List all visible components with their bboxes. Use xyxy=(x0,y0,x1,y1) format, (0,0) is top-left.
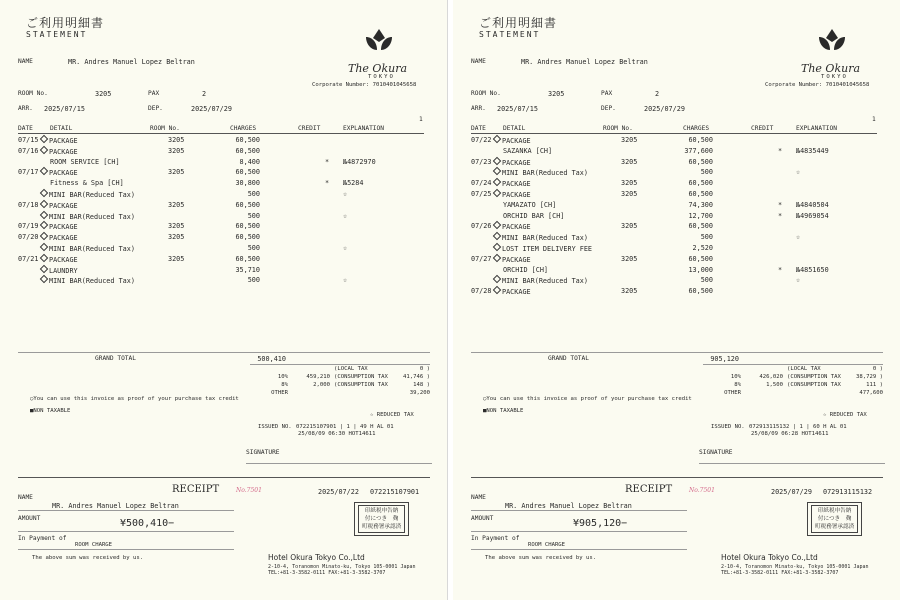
payment-line xyxy=(18,549,234,550)
diamond-icon xyxy=(40,264,48,272)
row-explanation: ☆ xyxy=(796,168,801,177)
row-detail xyxy=(40,266,78,275)
receipt-name-line xyxy=(18,510,234,511)
row-room: 3205 xyxy=(168,254,185,263)
row-credit: * xyxy=(778,200,783,209)
signature-line xyxy=(699,463,885,464)
row-detail-text: PACKAGE xyxy=(502,137,531,145)
title-en: STATEMENT xyxy=(26,30,88,39)
title-jp: ご利用明細書 xyxy=(26,16,105,30)
company-address: 2-10-4, Toranomon Minato-ku, Tokyo 105-0001 Japan xyxy=(721,564,869,570)
row-room: 3205 xyxy=(168,136,185,144)
dep-date: 2025/07/29 xyxy=(644,105,685,113)
brand-name: The Okura xyxy=(348,62,408,75)
title-jp: ご利用明細書 xyxy=(479,16,558,30)
diamond-icon xyxy=(493,275,501,283)
issued-line-2: 25/08/09 06:28 HOT14611 xyxy=(751,431,829,437)
row-charge: 60,500 xyxy=(688,287,713,296)
tax-rate: 8% xyxy=(281,382,288,388)
tax-rate: 8% xyxy=(734,382,741,388)
total-rule xyxy=(471,352,883,353)
row-detail xyxy=(493,222,531,231)
diamond-icon xyxy=(493,221,501,229)
grand-total-label: GRAND TOTAL xyxy=(95,355,136,362)
row-detail xyxy=(40,244,135,253)
company-tel: TEL:+81-3-3582-0111 FAX:+81-3-3582-3707 xyxy=(721,570,839,576)
tax-rate: 10% xyxy=(277,374,288,380)
company-name: Hotel Okura Tokyo Co.,Ltd xyxy=(268,553,365,562)
col-room: ROOM No. xyxy=(603,125,633,132)
stamp-line-3: 町税務署承認済 xyxy=(815,524,855,530)
row-charge: 60,500 xyxy=(235,136,260,144)
guest-name: MR. Andres Manuel Lopez Beltran xyxy=(521,58,648,66)
tax-base: 459,210 xyxy=(306,374,330,380)
signature-line xyxy=(246,463,432,464)
row-charge: 74,300 xyxy=(688,200,713,209)
tax-base: 1,500 xyxy=(766,382,783,388)
diamond-icon xyxy=(493,156,501,164)
tax-credit-note: ○You can use this invoice as proof of your purchase tax credit xyxy=(30,396,239,402)
row-detail-text: LOST ITEM DELIVERY FEE xyxy=(502,245,593,253)
row-detail xyxy=(503,201,556,209)
col-charges: CHARGES xyxy=(230,125,257,132)
row-room: 3205 xyxy=(168,200,185,209)
row-detail xyxy=(493,287,531,296)
row-detail xyxy=(493,168,588,177)
row-explanation: ☆ xyxy=(343,190,348,198)
row-detail xyxy=(503,212,564,220)
room-label: ROOM No. xyxy=(471,90,501,97)
payment-type: ROOM CHARGE xyxy=(75,542,113,548)
row-room: 3205 xyxy=(168,233,185,242)
row-charge: 13,000 xyxy=(688,265,713,274)
col-date: DATE xyxy=(18,125,33,132)
signature-label: SIGNATURE xyxy=(246,449,280,456)
diamond-icon xyxy=(493,178,501,186)
header-rule xyxy=(18,133,424,134)
row-charge: 60,500 xyxy=(235,146,260,155)
row-explanation: ☆ xyxy=(343,276,348,285)
title-en: STATEMENT xyxy=(479,30,541,39)
row-room: 3205 xyxy=(621,157,638,166)
diamond-icon xyxy=(493,189,501,197)
row-charge: 35,710 xyxy=(235,265,260,274)
row-detail xyxy=(40,168,78,177)
room-number: 3205 xyxy=(95,90,112,98)
diamond-icon xyxy=(40,210,48,218)
non-taxable-label: ■NON TAXABLE xyxy=(30,408,71,414)
room-label: ROOM No. xyxy=(18,90,48,97)
receipt-number: 072913115132 xyxy=(823,488,873,496)
room-number: 3205 xyxy=(548,90,565,98)
tax-base: 426,020 xyxy=(759,374,783,380)
handwritten-note: No.7501 xyxy=(236,487,262,494)
row-charge: 2,520 xyxy=(692,244,713,252)
payment-type: ROOM CHARGE xyxy=(528,542,566,548)
row-date: 07/17 xyxy=(18,168,39,177)
tax-label: (LOCAL TAX xyxy=(334,366,368,372)
row-detail-text: PACKAGE xyxy=(49,137,78,145)
row-detail xyxy=(50,158,120,166)
row-detail xyxy=(493,158,531,167)
reduced-tax-label: ☆ REDUCED TAX xyxy=(370,412,414,418)
row-detail-text: PACKAGE xyxy=(502,180,531,189)
col-credit: CREDIT xyxy=(751,125,774,132)
tax-amount: 41,746 ) xyxy=(403,374,430,380)
company-name: Hotel Okura Tokyo Co.,Ltd xyxy=(721,553,818,562)
amount-value: ¥905,120− xyxy=(573,518,628,529)
in-payment-label: In Payment of xyxy=(18,535,67,542)
total-rule xyxy=(18,352,430,353)
row-detail-text: MINI BAR(Reduced Tax) xyxy=(502,169,588,178)
col-detail: DETAIL xyxy=(503,125,526,132)
diamond-icon xyxy=(40,189,48,197)
row-charge: 60,500 xyxy=(688,136,713,144)
diamond-icon xyxy=(40,232,48,240)
amount-line xyxy=(471,531,687,532)
receipt-name-label: NAME xyxy=(471,494,486,501)
row-detail xyxy=(40,190,135,199)
in-payment-label: In Payment of xyxy=(471,535,520,542)
corporate-number: Corporate Number: 7010401045658 xyxy=(312,82,417,88)
pax-value: 2 xyxy=(655,90,660,98)
tax-credit-note: ○You can use this invoice as proof of your purchase tax credit xyxy=(483,396,692,402)
arr-date: 2025/07/15 xyxy=(44,105,85,113)
row-charge: 12,700 xyxy=(688,211,713,220)
diamond-icon xyxy=(40,243,48,251)
row-credit: * xyxy=(778,211,783,220)
row-detail-text: YAMAZATO [CH] xyxy=(503,200,557,209)
tax-label: (LOCAL TAX xyxy=(787,366,821,372)
handwritten-note: No.7501 xyxy=(689,487,715,494)
row-explanation: №4851650 xyxy=(796,265,829,274)
pax-label: PAX xyxy=(148,90,160,97)
tax-amount: 111 ) xyxy=(866,382,883,388)
row-detail xyxy=(493,190,531,199)
row-room: 3205 xyxy=(168,146,185,155)
row-charge: 500 xyxy=(247,244,260,252)
okura-logo-icon xyxy=(815,28,849,60)
diamond-icon xyxy=(40,254,48,262)
stamp-line-3: 町税務署承認済 xyxy=(362,524,402,530)
row-date: 07/21 xyxy=(18,254,39,263)
col-detail: DETAIL xyxy=(50,125,73,132)
row-detail-text: LAUNDRY xyxy=(49,266,78,275)
tax-rate: OTHER xyxy=(271,390,288,396)
row-detail-text: MINI BAR(Reduced Tax) xyxy=(502,277,588,286)
col-credit: CREDIT xyxy=(298,125,321,132)
row-date: 07/22 xyxy=(471,136,492,144)
row-explanation: ☆ xyxy=(796,276,801,285)
issued-line-1: 072215107901 | 1 | 49 H AL 01 xyxy=(296,424,394,430)
row-detail xyxy=(493,233,588,242)
row-explanation: ☆ xyxy=(796,233,801,242)
row-detail-text: PACKAGE xyxy=(49,255,78,264)
col-explanation: EXPLANATION xyxy=(796,125,837,132)
stamp-line-2: 付につき 麹 xyxy=(364,516,399,522)
tax-stamp xyxy=(354,502,409,536)
issued-label: ISSUED NO. xyxy=(258,424,292,430)
reduced-tax-label: ☆ REDUCED TAX xyxy=(823,412,867,418)
receipt-date: 2025/07/22 xyxy=(318,488,359,496)
stamp-line-1: 印紙税申告納 xyxy=(364,508,399,514)
grand-total-value: 500,410 xyxy=(257,355,286,363)
tax-amount: 39,200 xyxy=(409,390,430,396)
tax-stamp xyxy=(807,502,862,536)
receipt-title: RECEIPT xyxy=(625,484,673,495)
receipt-guest-name: MR. Andres Manuel Lopez Beltran xyxy=(505,502,632,510)
row-charge: 500 xyxy=(247,276,260,285)
row-charge: 60,500 xyxy=(688,157,713,166)
row-detail xyxy=(50,179,124,187)
receipt-name-label: NAME xyxy=(18,494,33,501)
col-explanation: EXPLANATION xyxy=(343,125,384,132)
arr-date: 2025/07/15 xyxy=(497,105,538,113)
row-charge: 500 xyxy=(700,168,713,177)
page-number: 1 xyxy=(872,116,876,123)
row-room: 3205 xyxy=(621,190,638,198)
receipt-date: 2025/07/29 xyxy=(771,488,812,496)
okura-logo-icon xyxy=(362,28,396,60)
company-tel: TEL:+81-3-3582-0111 FAX:+81-3-3582-3707 xyxy=(268,570,386,576)
row-credit: * xyxy=(325,179,330,188)
col-date: DATE xyxy=(471,125,486,132)
issued-line-2: 25/08/09 06:30 HOT14611 xyxy=(298,431,376,437)
name-label: NAME xyxy=(471,58,486,65)
receipt-number: 072215107901 xyxy=(370,488,420,496)
row-charge: 500 xyxy=(247,211,260,220)
arr-label: ARR. xyxy=(18,105,33,112)
row-charge: 60,500 xyxy=(688,190,713,198)
non-taxable-label: ■NON TAXABLE xyxy=(483,408,524,414)
grand-total-value: 905,120 xyxy=(710,355,739,363)
row-date: 07/27 xyxy=(471,254,492,263)
diamond-icon xyxy=(493,243,501,251)
row-detail-text: PACKAGE xyxy=(49,223,78,232)
received-note: The above sum was received by us. xyxy=(32,555,144,561)
row-detail-text: PACKAGE xyxy=(49,234,78,243)
row-detail-text: PACKAGE xyxy=(49,169,78,178)
row-room: 3205 xyxy=(621,287,638,296)
stamp-line-2: 付につき 麹 xyxy=(817,516,852,522)
row-charge: 30,800 xyxy=(235,179,260,188)
row-detail-text: MINI BAR(Reduced Tax) xyxy=(49,191,135,199)
row-room: 3205 xyxy=(621,254,638,263)
brand-sub: TOKYO xyxy=(368,74,395,80)
row-detail xyxy=(40,255,78,264)
row-detail xyxy=(40,276,135,285)
row-detail xyxy=(493,136,531,145)
dep-label: DEP. xyxy=(601,105,616,112)
tax-label: (CONSUMPTION TAX xyxy=(787,382,841,388)
row-detail-text: MINI BAR(Reduced Tax) xyxy=(502,234,588,243)
page-number: 1 xyxy=(419,116,423,123)
row-detail-text: PACKAGE xyxy=(502,191,531,199)
diamond-icon xyxy=(493,286,501,294)
col-room: ROOM No. xyxy=(150,125,180,132)
dep-date: 2025/07/29 xyxy=(191,105,232,113)
row-explanation: ☆ xyxy=(343,244,348,252)
row-charge: 60,500 xyxy=(688,254,713,263)
row-credit: * xyxy=(325,157,330,166)
row-charge: 60,500 xyxy=(235,254,260,263)
diamond-icon xyxy=(40,221,48,229)
row-charge: 60,500 xyxy=(688,179,713,188)
row-date: 07/16 xyxy=(18,146,39,155)
pax-label: PAX xyxy=(601,90,613,97)
row-room: 3205 xyxy=(621,179,638,188)
row-charge: 60,500 xyxy=(235,168,260,177)
row-room: 3205 xyxy=(621,222,638,231)
row-detail xyxy=(493,244,592,253)
row-detail xyxy=(503,266,548,274)
row-explanation: №4969054 xyxy=(796,211,829,220)
row-detail xyxy=(40,201,78,210)
row-explanation: №4872970 xyxy=(343,157,376,166)
row-charge: 60,500 xyxy=(235,233,260,242)
corporate-number: Corporate Number: 7010401045658 xyxy=(765,82,870,88)
row-detail-text: MINI BAR(Reduced Tax) xyxy=(49,245,135,253)
brand-name: The Okura xyxy=(801,62,861,75)
row-date: 07/24 xyxy=(471,179,492,188)
amount-value: ¥500,410− xyxy=(120,518,175,529)
tax-label: (CONSUMPTION TAX xyxy=(787,374,841,380)
row-explanation: №4835449 xyxy=(796,146,829,155)
row-detail xyxy=(503,147,552,155)
tax-rule xyxy=(703,364,883,365)
row-date: 07/20 xyxy=(18,233,39,242)
row-charge: 500 xyxy=(247,190,260,198)
diamond-icon xyxy=(40,146,48,154)
diamond-icon xyxy=(493,254,501,262)
row-date: 07/25 xyxy=(471,190,492,198)
row-detail-text: ROOM SERVICE [CH] xyxy=(50,157,120,166)
tax-label: (CONSUMPTION TAX xyxy=(334,374,388,380)
row-detail xyxy=(40,233,78,242)
row-detail-text: Fitness & Spa [CH] xyxy=(50,179,124,188)
row-room: 3205 xyxy=(168,222,185,231)
payment-line xyxy=(471,549,687,550)
statement-page-2 xyxy=(453,0,900,600)
row-room: 3205 xyxy=(168,168,185,177)
row-detail-text: PACKAGE xyxy=(502,255,531,264)
row-detail-text: PACKAGE xyxy=(49,201,78,210)
tax-base: 2,000 xyxy=(313,382,330,388)
row-detail xyxy=(493,276,588,285)
signature-label: SIGNATURE xyxy=(699,449,733,456)
tax-rule xyxy=(250,364,430,365)
row-date: 07/23 xyxy=(471,157,492,166)
tax-rate: OTHER xyxy=(724,390,741,396)
row-date: 07/18 xyxy=(18,200,39,209)
diamond-icon xyxy=(40,135,48,143)
tax-label: (CONSUMPTION TAX xyxy=(334,382,388,388)
row-credit: * xyxy=(778,265,783,274)
tax-amount: 0 ) xyxy=(872,366,883,372)
brand-sub: TOKYO xyxy=(821,74,848,80)
row-detail xyxy=(40,136,78,145)
row-charge: 377,600 xyxy=(684,146,713,155)
diamond-icon xyxy=(40,167,48,175)
row-charge: 500 xyxy=(700,276,713,285)
row-detail-text: MINI BAR(Reduced Tax) xyxy=(49,212,135,221)
diamond-icon xyxy=(493,167,501,175)
row-detail-text: PACKAGE xyxy=(502,288,531,297)
receipt-name-line xyxy=(471,510,687,511)
row-charge: 60,500 xyxy=(688,222,713,231)
tax-amount: 0 ) xyxy=(419,366,430,372)
row-detail-text: PACKAGE xyxy=(49,147,78,156)
row-detail xyxy=(493,255,531,264)
statement-page-1 xyxy=(0,0,447,600)
tax-amount: 38,729 ) xyxy=(856,374,883,380)
row-date: 07/26 xyxy=(471,222,492,231)
row-detail-text: PACKAGE xyxy=(502,158,531,167)
row-detail xyxy=(493,179,531,188)
row-detail-text: SAZANKA [CH] xyxy=(503,146,553,155)
amount-label: AMOUNT xyxy=(471,515,494,522)
received-note: The above sum was received by us. xyxy=(485,555,597,561)
diamond-icon xyxy=(40,275,48,283)
row-date: 07/15 xyxy=(18,136,39,144)
guest-name: MR. Andres Manuel Lopez Beltran xyxy=(68,58,195,66)
receipt-rule xyxy=(471,477,883,478)
row-detail-text: ORCHID BAR [CH] xyxy=(503,211,565,220)
row-detail xyxy=(40,147,78,156)
diamond-icon xyxy=(40,200,48,208)
tax-amount: 148 ) xyxy=(413,382,430,388)
row-charge: 8,400 xyxy=(239,157,260,166)
row-detail xyxy=(40,222,78,231)
row-explanation: №5284 xyxy=(343,179,364,188)
row-credit: * xyxy=(778,146,783,155)
col-charges: CHARGES xyxy=(683,125,710,132)
dep-label: DEP. xyxy=(148,105,163,112)
row-date: 07/28 xyxy=(471,287,492,296)
row-charge: 60,500 xyxy=(235,200,260,209)
row-explanation: №4840504 xyxy=(796,200,829,209)
amount-label: AMOUNT xyxy=(18,515,41,522)
receipt-title: RECEIPT xyxy=(172,484,220,495)
pax-value: 2 xyxy=(202,90,207,98)
row-detail-text: PACKAGE xyxy=(502,223,531,232)
grand-total-label: GRAND TOTAL xyxy=(548,355,589,362)
row-detail-text: ORCHID [CH] xyxy=(503,265,549,274)
row-charge: 60,500 xyxy=(235,222,260,231)
header-rule xyxy=(471,133,877,134)
row-room: 3205 xyxy=(621,136,638,144)
issued-line-1: 072913115132 | 1 | 60 H AL 01 xyxy=(749,424,847,430)
row-explanation: ☆ xyxy=(343,211,348,220)
amount-line xyxy=(18,531,234,532)
company-address: 2-10-4, Toranomon Minato-ku, Tokyo 105-0001 Japan xyxy=(268,564,416,570)
tax-rate: 10% xyxy=(730,374,741,380)
arr-label: ARR. xyxy=(471,105,486,112)
tax-amount: 477,600 xyxy=(859,390,883,396)
diamond-icon xyxy=(493,232,501,240)
issued-label: ISSUED NO. xyxy=(711,424,745,430)
row-charge: 500 xyxy=(700,233,713,242)
receipt-guest-name: MR. Andres Manuel Lopez Beltran xyxy=(52,502,179,510)
row-detail-text: MINI BAR(Reduced Tax) xyxy=(49,277,135,286)
name-label: NAME xyxy=(18,58,33,65)
row-date: 07/19 xyxy=(18,222,39,231)
receipt-rule xyxy=(18,477,430,478)
row-detail xyxy=(40,212,135,221)
diamond-icon xyxy=(493,135,501,143)
stamp-line-1: 印紙税申告納 xyxy=(817,508,852,514)
